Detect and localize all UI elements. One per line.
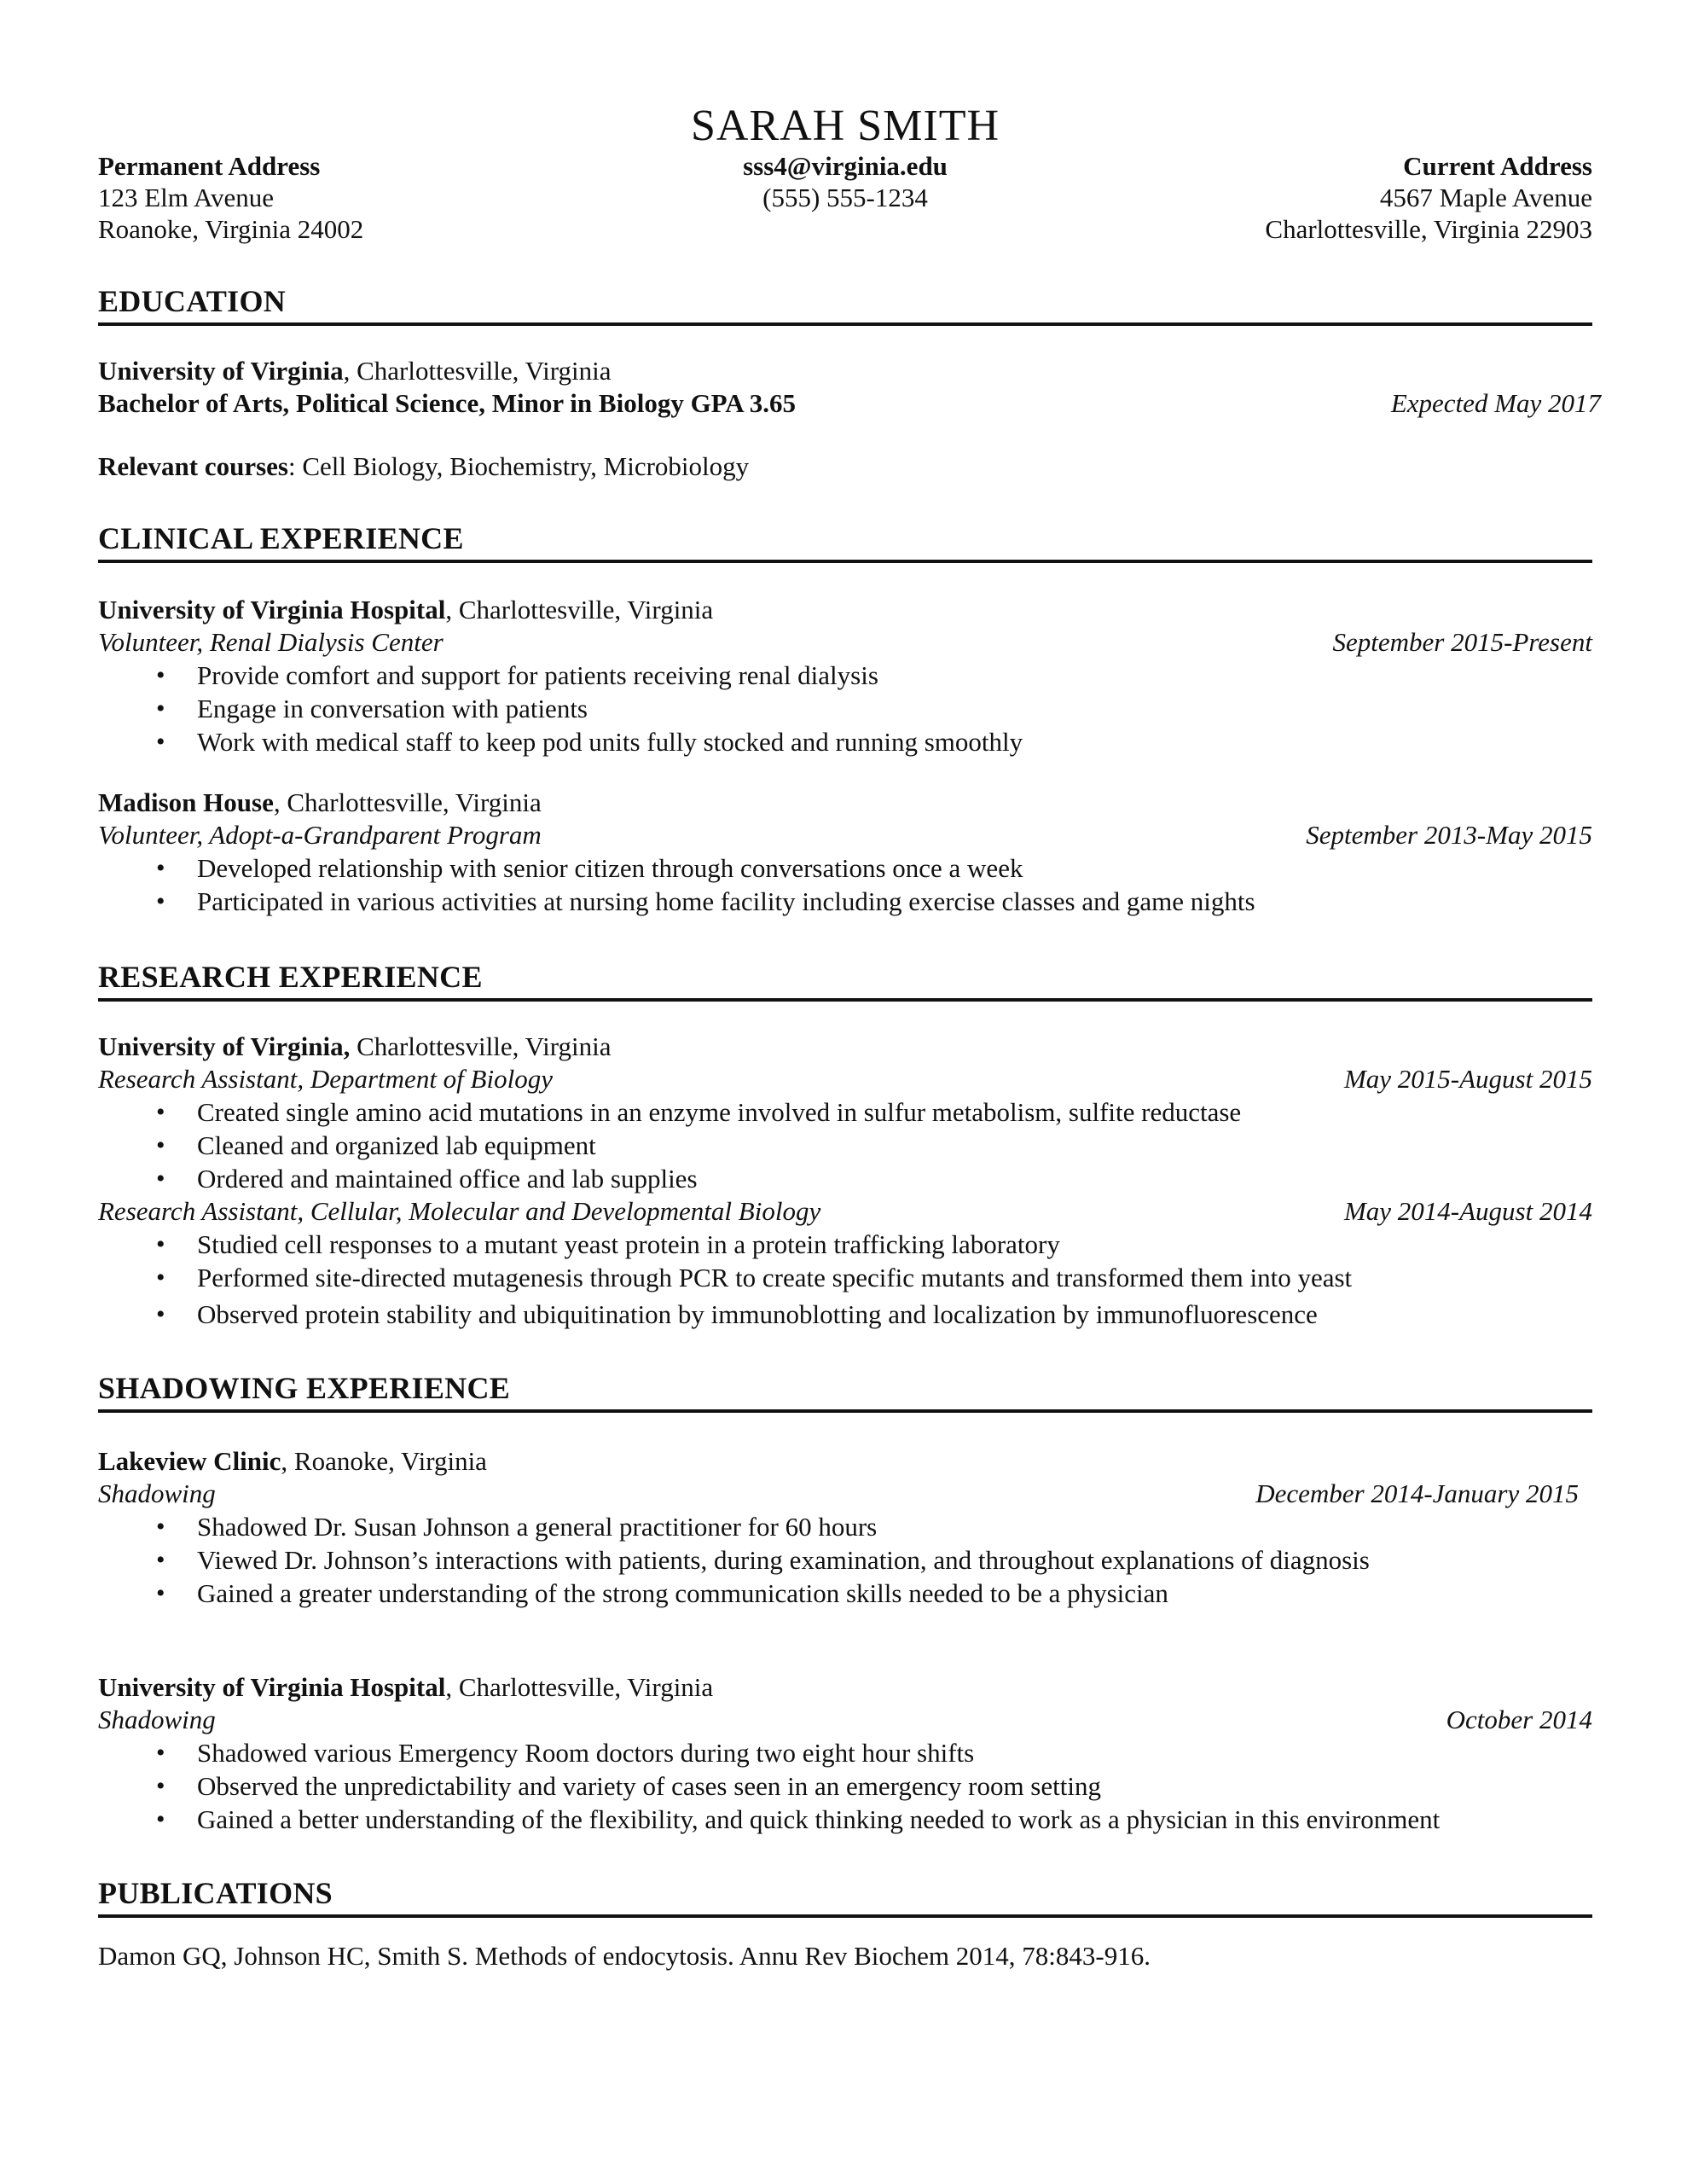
degree: Bachelor of Arts, Political Science, Minor in Biology GPA 3.65	[98, 388, 796, 418]
entry-role-line	[98, 1478, 1592, 1510]
bullet-item: • Studied cell responses to a mutant yeast protein in a protein trafficking laboratory	[98, 1228, 1592, 1261]
bullet-item: • Gained a greater understanding of the strong communication skills needed to be a physician	[98, 1577, 1592, 1610]
bullet-item: • Cleaned and organized lab equipment	[98, 1129, 1592, 1162]
clinical-entry	[98, 787, 1592, 918]
entry-location: , Charlottesville, Virginia	[445, 595, 714, 624]
entry-location: , Charlottesville, Virginia	[273, 787, 542, 817]
role-line	[98, 1195, 1592, 1228]
clinical-section	[98, 520, 1592, 918]
phone-number: (555) 555-1234	[762, 183, 928, 212]
entry-role-line	[98, 1704, 1592, 1736]
bullet-item: • Participated in various activities at nursing home facility including exercise classes and game nights	[98, 885, 1592, 918]
section-heading: PUBLICATIONS	[98, 1875, 1592, 1918]
permanent-address-label: Permanent Address	[98, 151, 321, 181]
entry-location: , Roanoke, Virginia	[281, 1446, 487, 1476]
research-section	[98, 959, 1592, 1331]
education-date: Expected May 2017	[1390, 388, 1601, 418]
role-title: Research Assistant, Cellular, Molecular and Developmental Biology	[98, 1196, 821, 1226]
role-date: May 2014-August 2014	[1343, 1196, 1592, 1226]
school-location: , Charlottesville, Virginia	[343, 356, 612, 386]
section-heading: SHADOWING EXPERIENCE	[98, 1370, 1592, 1413]
research-org: University of Virginia,	[98, 1031, 351, 1061]
candidate-name: SARAH SMITH	[690, 102, 1000, 150]
role-bullets	[98, 1228, 1592, 1331]
permanent-address-line1: 123 Elm Avenue	[98, 183, 275, 212]
entry-date: October 2014	[1446, 1705, 1592, 1734]
entry-role-line	[98, 819, 1592, 851]
entry-role-line	[98, 626, 1592, 659]
bullet-item: • Observed protein stability and ubiquitination by immunoblotting and localization by immunofluorescence	[98, 1298, 1592, 1331]
shadowing-entry	[98, 1445, 1592, 1610]
entry-bullets	[98, 851, 1592, 918]
bullet-item: • Developed relationship with senior citizen through conversations once a week	[98, 851, 1592, 885]
entry-org: Lakeview Clinic	[98, 1446, 281, 1476]
clinical-entry	[98, 594, 1592, 758]
role-bullets	[98, 1095, 1592, 1195]
publications-section	[98, 1875, 1592, 1972]
role-date: May 2015-August 2015	[1343, 1064, 1592, 1094]
bullet-item: • Created single amino acid mutations in an enzyme involved in sulfur metabolism, sulfite reductase	[98, 1095, 1592, 1129]
entry-org-line	[98, 1445, 1592, 1478]
section-heading: EDUCATION	[98, 283, 1592, 326]
entry-org-line	[98, 594, 1592, 626]
research-role	[98, 1063, 1592, 1195]
entry-role: Shadowing	[98, 1705, 216, 1734]
entry-location: , Charlottesville, Virginia	[445, 1672, 714, 1702]
relevant-courses	[98, 450, 1592, 483]
entry-bullets	[98, 1736, 1592, 1836]
shadowing-entry	[98, 1671, 1592, 1836]
bullet-item: • Shadowed various Emergency Room doctors during two eight hour shifts	[98, 1736, 1592, 1769]
shadowing-section	[98, 1370, 1592, 1836]
research-role	[98, 1195, 1592, 1331]
entry-org-line	[98, 787, 1592, 819]
entry-bullets	[98, 1510, 1592, 1610]
entry-date: September 2013-May 2015	[1306, 820, 1592, 850]
entry-org-line	[98, 1671, 1592, 1704]
education-degree-line	[98, 387, 1601, 420]
bullet-item: • Work with medical staff to keep pod units fully stocked and running smoothly	[98, 725, 1592, 758]
entry-role: Shadowing	[98, 1478, 216, 1508]
current-address-label: Current Address	[1403, 151, 1592, 181]
bullet-item: • Ordered and maintained office and lab supplies	[98, 1162, 1592, 1195]
bullet-item: • Gained a better understanding of the flexibility, and quick thinking needed to work as a physician in this environment	[98, 1803, 1592, 1836]
education-section	[98, 283, 1601, 483]
bullet-item: • Observed the unpredictability and variety of cases seen in an emergency room setting	[98, 1769, 1592, 1803]
bullet-item: • Provide comfort and support for patients receiving renal dialysis	[98, 659, 1592, 692]
courses-label: Relevant courses	[98, 451, 288, 481]
school-name: University of Virginia	[98, 356, 344, 386]
role-line	[98, 1063, 1592, 1095]
entry-org: Madison House	[98, 787, 274, 817]
entry-date: September 2015-Present	[1332, 627, 1592, 657]
entry-role: Volunteer, Adopt-a-Grandparent Program	[98, 820, 542, 850]
email-link[interactable]: sss4@virginia.edu	[743, 151, 948, 181]
bullet-item: • Performed site-directed mutagenesis through PCR to create specific mutants and transformed them into yeast	[98, 1261, 1592, 1294]
education-school-line	[98, 355, 1592, 387]
bullet-item: • Viewed Dr. Johnson’s interactions with patients, during examination, and throughout explanations of diagnosis	[98, 1543, 1592, 1577]
current-address-line1: 4567 Maple Avenue	[1379, 183, 1592, 212]
permanent-address-line2: Roanoke, Virginia 24002	[98, 214, 364, 244]
section-heading: RESEARCH EXPERIENCE	[98, 959, 1592, 1002]
section-heading: CLINICAL EXPERIENCE	[98, 520, 1592, 563]
entry-date: December 2014-January 2015	[1255, 1478, 1579, 1508]
research-location: Charlottesville, Virginia	[350, 1031, 612, 1061]
entry-org: University of Virginia Hospital	[98, 1672, 446, 1702]
research-org-line	[98, 1031, 1592, 1063]
bullet-item: • Engage in conversation with patients	[98, 692, 1592, 725]
courses-list: : Cell Biology, Biochemistry, Microbiology	[287, 451, 750, 481]
bullet-item: • Shadowed Dr. Susan Johnson a general practitioner for 60 hours	[98, 1510, 1592, 1543]
current-address	[1265, 150, 1592, 245]
publication-item: Damon GQ, Johnson HC, Smith S. Methods of endocytosis. Annu Rev Biochem 2014, 78:843-916.	[98, 1941, 1151, 1971]
entry-role: Volunteer, Renal Dialysis Center	[98, 627, 443, 657]
entry-org: University of Virginia Hospital	[98, 595, 446, 624]
current-address-line2: Charlottesville, Virginia 22903	[1265, 214, 1592, 244]
entry-bullets	[98, 659, 1592, 758]
role-title: Research Assistant, Department of Biology	[98, 1064, 553, 1094]
